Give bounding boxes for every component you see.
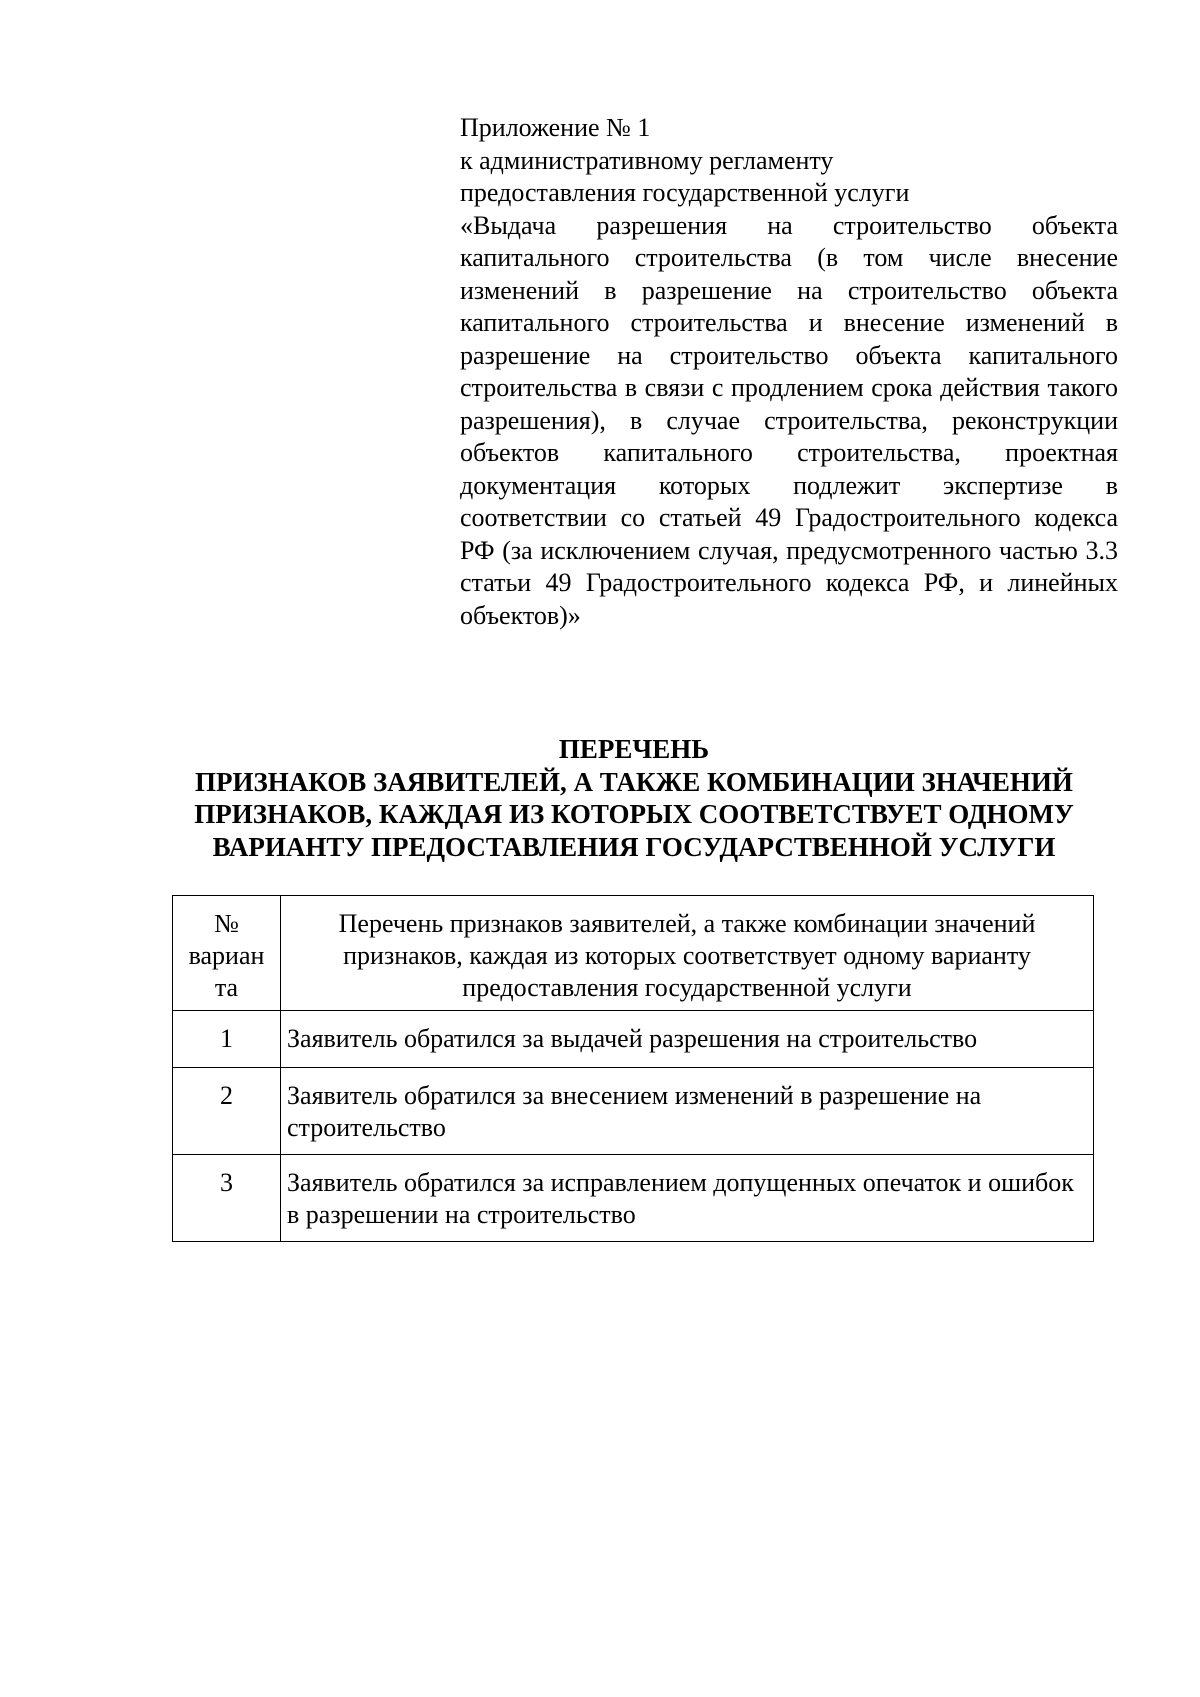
title-line-2: ПРИЗНАКОВ ЗАЯВИТЕЛЕЙ, А ТАКЖЕ КОМБИНАЦИИ ЗНАЧЕНИЙ bbox=[195, 766, 1073, 797]
document-title bbox=[150, 733, 1118, 863]
title-line-1: ПЕРЕЧЕНЬ bbox=[558, 734, 710, 764]
table-row bbox=[173, 1011, 1094, 1068]
appendix-number: Приложение № 1 bbox=[460, 113, 651, 142]
table-header-row bbox=[173, 896, 1094, 1011]
appendix-service-ref: предоставления государственной услуги bbox=[460, 178, 910, 207]
variant-number: 3 bbox=[173, 1155, 281, 1242]
table-row bbox=[173, 1155, 1094, 1242]
variant-description: Заявитель обратился за выдачей разрешения на строительство bbox=[281, 1011, 1094, 1068]
variant-description: Заявитель обратился за исправлением допущенных опечаток и ошибок в разрешении на строительство bbox=[281, 1155, 1094, 1242]
variants-table bbox=[172, 895, 1094, 1242]
header-variant-number: № вариан та bbox=[173, 896, 281, 1011]
variant-number: 1 bbox=[173, 1011, 281, 1068]
appendix-regulation-ref: к административному регламенту bbox=[460, 145, 834, 175]
appendix-header bbox=[460, 112, 1118, 632]
appendix-service-name: «Выдача разрешения на строительство объекта капитального строительства (в том числе внесение изменений в разрешение на строительство объекта капитального строительства и внесение изменений в разрешение на строительство объекта капитального строительства в связи с продлением срока действия такого разрешения), в случае строительства, реконструкции объектов капитального строительства, проектная документация которых подлежит экспертизе в соответствии со статьей 49 Градостроительного кодекса РФ (за исключением случая, предусмотренного частью 3.3 статьи 49 Градостроительного кодекса РФ, и линейных объектов)» bbox=[460, 210, 1118, 630]
title-line-4: ВАРИАНТУ ПРЕДОСТАВЛЕНИЯ ГОСУДАРСТВЕННОЙ УСЛУГИ bbox=[212, 831, 1056, 862]
header-variant-description: Перечень признаков заявителей, а также комбинации значений признаков, каждая из которых соответствует одному варианту предоставления государственной услуги bbox=[281, 896, 1094, 1011]
table-row bbox=[173, 1068, 1094, 1155]
title-line-3: ПРИЗНАКОВ, КАЖДАЯ ИЗ КОТОРЫХ СООТВЕТСТВУЕТ ОДНОМУ bbox=[194, 799, 1074, 829]
variant-description: Заявитель обратился за внесением изменений в разрешение на строительство bbox=[281, 1068, 1094, 1155]
variant-number: 2 bbox=[173, 1068, 281, 1155]
